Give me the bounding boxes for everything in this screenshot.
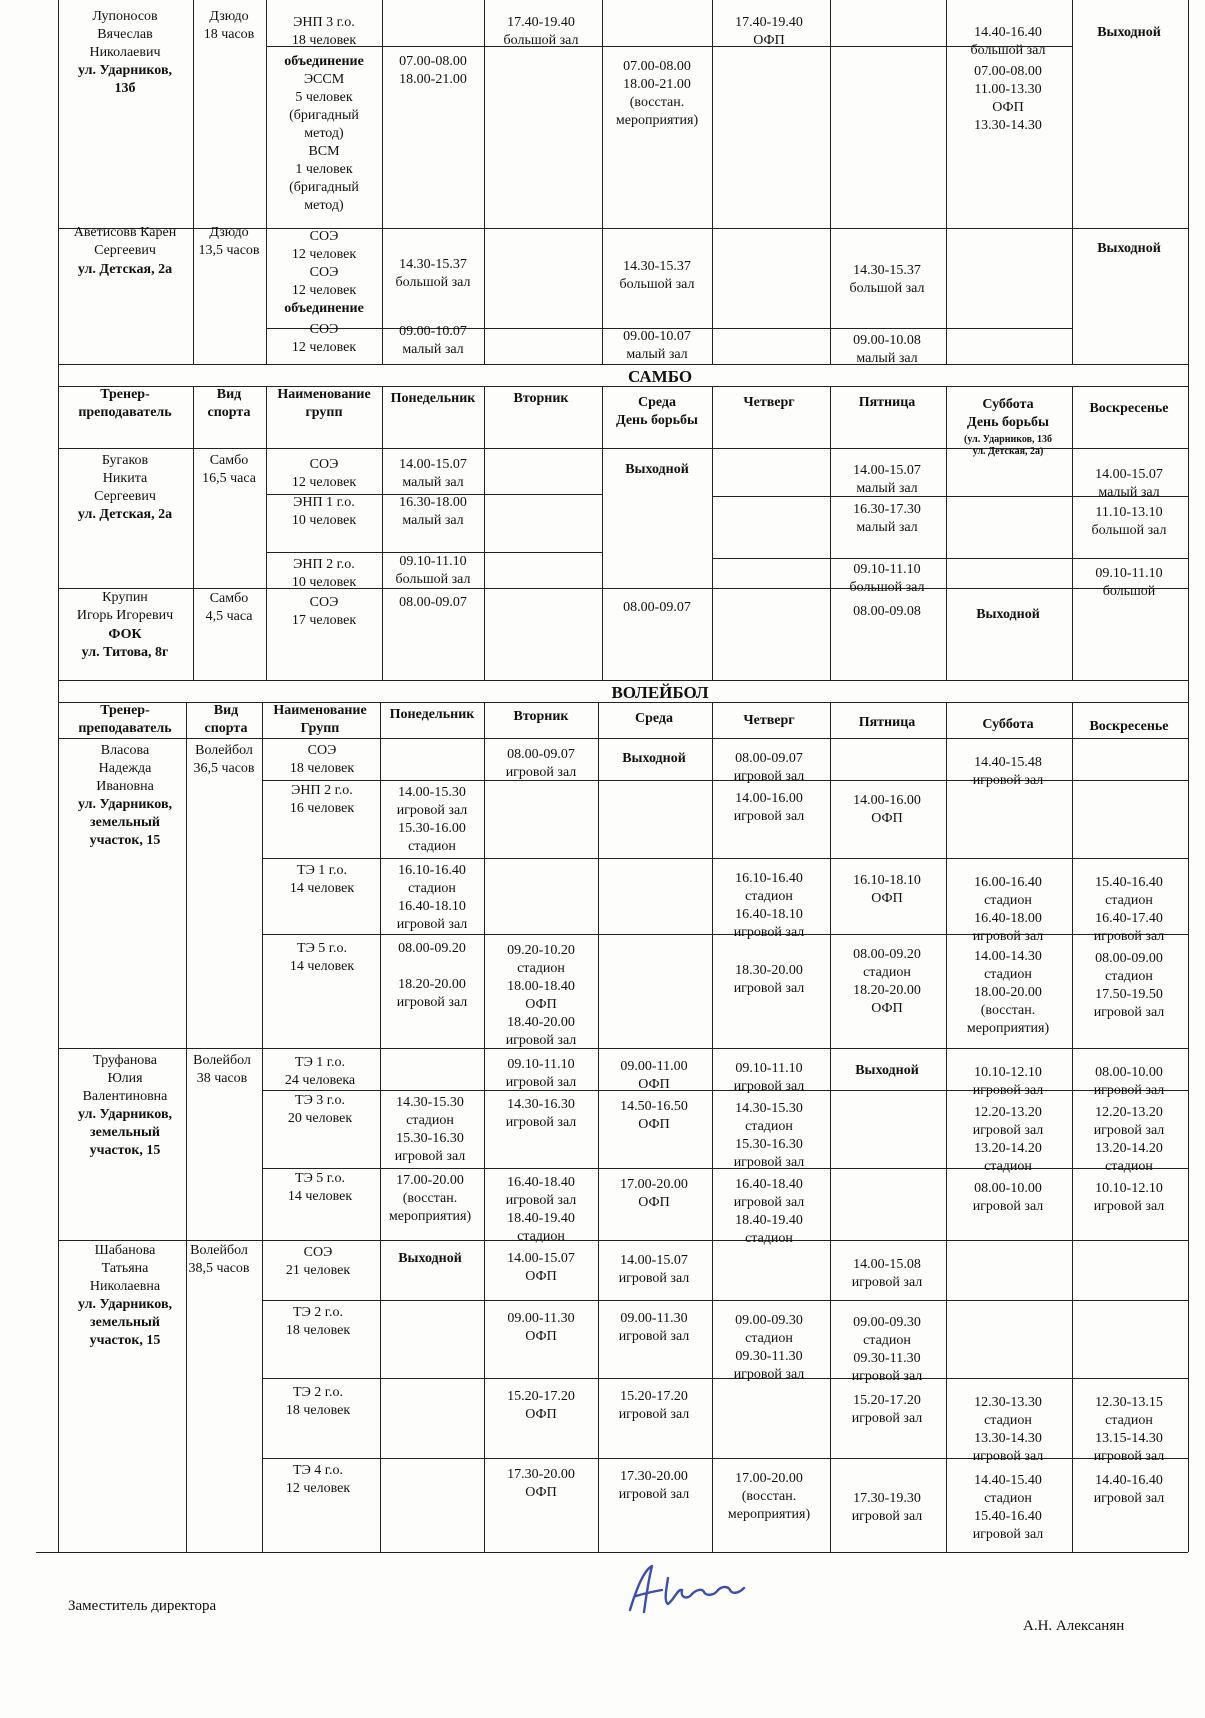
group-union-label: объединение (284, 54, 364, 69)
grid-line (1072, 0, 1073, 364)
schedule-cell: 14.00-15.07 малый зал (399, 457, 467, 490)
group-name: ЭССМ 5 человек (бригадный метод) ВСМ 1 человек (бригадный метод) (289, 72, 359, 213)
schedule-cell: 14.40-15.40 стадион 15.40-16.40 игровой зал (972, 1473, 1044, 1542)
grid-line (1188, 0, 1189, 1552)
group-name: ЭНП 2 г.о. 16 человек (289, 783, 355, 816)
group-name: СОЭ 12 человек (291, 322, 357, 355)
header-friday: Пятница (858, 715, 916, 730)
grid-line (58, 1240, 1188, 1241)
schedule-cell: 14.30-16.30 игровой зал (505, 1097, 577, 1130)
schedule-cell: 14.40-16.40 большой зал (970, 25, 1046, 58)
group-name: СОЭ 17 человек (291, 595, 357, 628)
schedule-cell: 09.10-11.10 игровой зал (733, 1061, 805, 1094)
grid-line (58, 364, 1188, 365)
grid-line (58, 588, 1188, 589)
day-off: Выходной (855, 1063, 919, 1078)
schedule-cell: 14.00-14.30 стадион 18.00-20.00 (восстан. мероприятия) (966, 949, 1050, 1036)
schedule-cell: 08.00-09.07 игровой зал (733, 751, 805, 784)
schedule-cell: 16.00-16.40 стадион 16.40-18.00 игровой зал (972, 875, 1044, 944)
grid-line (266, 386, 267, 680)
trainer-address: ул. Ударников, земельный участок, 15 (77, 797, 173, 848)
sport-hours: Дзюдо 18 часов (203, 9, 255, 42)
signature-image (618, 1560, 748, 1625)
schedule-cell: 09.00-10.07 малый зал (399, 324, 467, 357)
schedule-cell: 09.00-11.30 ОФП (507, 1311, 575, 1344)
schedule-cell: 07.00-08.00 18.00-21.00 (399, 54, 467, 87)
schedule-cell: 17.00-20.00 (восстан. мероприятия) (388, 1173, 472, 1224)
schedule-cell: 14.00-15.07 малый зал (1095, 467, 1163, 500)
grid-line (484, 0, 485, 364)
header-wednesday: Среда (634, 711, 673, 726)
schedule-cell: 08.00-10.00 игровой зал (1093, 1065, 1165, 1098)
trainer-name: Аветисовв Карен Сергеевич (73, 225, 177, 258)
header-sport: Вид спорта (207, 387, 251, 420)
sport-hours: Волейбол 38,5 часов (188, 1243, 250, 1276)
header-friday: Пятница (858, 395, 916, 410)
day-off: Выходной (1097, 25, 1161, 40)
group-name: ТЭ 2 г.о. 18 человек (285, 1305, 351, 1338)
schedule-cell: 12.30-13.15 стадион 13.15-14.30 игровой зал (1093, 1395, 1165, 1464)
schedule-cell: 14.00-15.07 ОФП (507, 1251, 575, 1284)
section-title-volleyball: ВОЛЕЙБОЛ (611, 683, 709, 702)
schedule-cell: 15.40-16.40 стадион 16.40-17.40 игровой зал (1093, 875, 1165, 944)
sport-hours: Волейбол 38 часов (193, 1053, 251, 1086)
header-trainer: Тренер- преподаватель (78, 387, 172, 420)
schedule-cell: 08.00-09.08 (853, 604, 921, 619)
schedule-cell: 15.20-17.20 игровой зал (618, 1389, 690, 1422)
group-name: ТЭ 1 г.о. 24 человека (284, 1055, 356, 1088)
header-sunday: Воскресенье (1089, 719, 1169, 734)
grid-line (712, 386, 713, 680)
schedule-cell: 08.00-09.20 стадион 18.20-20.00 ОФП (853, 947, 921, 1016)
schedule-cell: 14.00-15.08 игровой зал (851, 1257, 923, 1290)
schedule-cell: 14.30-15.30 стадион 15.30-16.30 игровой зал (394, 1095, 466, 1164)
trainer-address: ул. Ударников, земельный участок, 15 (77, 1107, 173, 1158)
schedule-cell: 16.10-16.40 стадион 16.40-18.10 игровой зал (396, 863, 468, 932)
header-saturday: Суббота (982, 717, 1034, 732)
header-thursday: Четверг (743, 713, 795, 728)
schedule-cell: 10.10-12.10 игровой зал (1093, 1181, 1165, 1214)
schedule-cell: 08.00-09.00 стадион 17.50-19.50 игровой зал (1093, 951, 1165, 1020)
trainer-address: ФОК ул. Титова, 8г (81, 627, 169, 660)
group-name: СОЭ 12 человек (291, 457, 357, 490)
schedule-cell: 16.40-18.40 игровой зал 18.40-19.40 стадион (505, 1175, 577, 1244)
schedule-cell: 16.30-18.00 малый зал (399, 495, 467, 528)
trainer-name: Крупин Игорь Игоревич (76, 590, 174, 623)
trainer-address: ул. Детская, 2а (77, 507, 173, 522)
header-monday: Понедельник (390, 391, 476, 406)
schedule-cell: 09.00-11.30 игровой зал (618, 1311, 690, 1344)
schedule-cell: 14.30-15.30 стадион 15.30-16.30 игровой зал (733, 1101, 805, 1170)
trainer-address: ул. Детская, 2а (77, 262, 173, 277)
schedule-cell: 09.10-11.10 игровой зал (505, 1057, 577, 1090)
schedule-cell: 09.00-09.30 стадион 09.30-11.30 игровой зал (851, 1315, 923, 1384)
signer-position: Заместитель директора (68, 1598, 217, 1614)
schedule-cell: 09.10-11.10 большой зал (849, 562, 925, 595)
header-groups: Наименование групп (277, 387, 371, 420)
schedule-cell: 14.50-16.50 ОФП (620, 1099, 688, 1132)
sport-hours: Дзюдо 13,5 часов (198, 225, 260, 258)
trainer-name: Лупоносов Вячеслав Николаевич (89, 9, 161, 60)
group-name: ТЭ 5 г.о. 14 человек (289, 941, 355, 974)
schedule-cell: 07.00-08.00 11.00-13.30 ОФП 13.30-14.30 (974, 64, 1042, 133)
schedule-cell: 08.00-09.20 18.20-20.00 игровой зал (396, 941, 468, 1010)
schedule-cell: 11.10-13.10 большой зал (1091, 505, 1167, 538)
schedule-cell: 14.00-16.00 ОФП (853, 793, 921, 826)
schedule-cell: 14.00-16.00 игровой зал (733, 791, 805, 824)
schedule-cell: 17.40-19.40 ОФП (735, 15, 803, 48)
schedule-cell: 09.00-10.07 малый зал (623, 329, 691, 362)
trainer-name: Труфанова Юлия Валентиновна (82, 1053, 168, 1104)
header-saturday: Суббота День борьбы (967, 397, 1049, 430)
header-monday: Понедельник (389, 707, 475, 722)
group-name: СОЭ 12 человек СОЭ 12 человек (291, 229, 357, 298)
group-name: СОЭ 18 человек (289, 743, 355, 776)
schedule-cell: 14.30-15.37 большой зал (619, 259, 695, 292)
schedule-cell: 09.20-10.20 стадион 18.00-18.40 ОФП 18.40-20.00 игровой зал (505, 943, 577, 1048)
grid-line (262, 858, 1188, 859)
grid-line (382, 386, 383, 680)
section-title-sambo: САМБО (627, 367, 693, 386)
group-name: ТЭ 3 г.о. 20 человек (287, 1093, 353, 1126)
schedule-cell: 12.30-13.30 стадион 13.30-14.30 игровой зал (972, 1395, 1044, 1464)
schedule-cell: 09.00-11.00 ОФП (620, 1059, 688, 1092)
day-off: Выходной (976, 607, 1040, 622)
grid-line (58, 1048, 1188, 1049)
schedule-cell: 09.00-09.30 стадион 09.30-11.30 игровой зал (733, 1313, 805, 1382)
schedule-cell: 16.40-18.40 игровой зал 18.40-19.40 стадион (733, 1177, 805, 1246)
group-name: ТЭ 2 г.о. 18 человек (285, 1385, 351, 1418)
group-name: ЭНП 2 г.о. 10 человек (291, 557, 357, 590)
header-wednesday: Среда День борьбы (616, 395, 698, 428)
schedule-cell: 17.00-20.00 ОФП (620, 1177, 688, 1210)
schedule-cell: 14.40-15.48 игровой зал (972, 755, 1044, 788)
grid-line (58, 0, 59, 1552)
schedule-cell: 17.40-19.40 большой зал (503, 15, 579, 48)
schedule-cell: 10.10-12.10 игровой зал (972, 1065, 1044, 1098)
day-off: Выходной (622, 751, 686, 766)
schedule-cell: 09.00-10.08 малый зал (853, 333, 921, 366)
schedule-cell: 15.20-17.20 ОФП (507, 1389, 575, 1422)
grid-line (712, 0, 713, 364)
header-thursday: Четверг (743, 395, 795, 410)
schedule-cell: 17.30-20.00 игровой зал (618, 1469, 690, 1502)
schedule-cell: 16.10-18.10 ОФП (853, 873, 921, 906)
schedule-cell: 16.10-16.40 стадион 16.40-18.10 игровой зал (733, 871, 805, 940)
trainer-address: ул. Ударников, земельный участок, 15 (77, 1297, 173, 1348)
sport-hours: Самбо 16,5 часа (202, 453, 256, 486)
schedule-cell: 07.00-08.00 18.00-21.00 (восстан. мероприятия) (615, 59, 699, 128)
schedule-cell: 12.20-13.20 игровой зал 13.20-14.20 стадион (1093, 1105, 1165, 1174)
trainer-address: ул. Ударников, 13б (77, 63, 173, 96)
schedule-cell: 17.30-20.00 ОФП (507, 1467, 575, 1500)
schedule-cell: 17.30-19.30 игровой зал (851, 1491, 923, 1524)
group-union-label: объединение (284, 301, 364, 316)
group-name: ТЭ 4 г.о. 12 человек (285, 1463, 351, 1496)
grid-line (193, 386, 194, 680)
group-name: ЭНП 1 г.о. 10 человек (291, 495, 357, 528)
group-name: СОЭ 21 человек (285, 1245, 351, 1278)
grid-line (58, 680, 1188, 681)
day-off: Выходной (398, 1251, 462, 1266)
header-groups: Наименование Групп (273, 703, 367, 736)
schedule-cell: 17.00-20.00 (восстан. мероприятия) (727, 1471, 811, 1522)
group-name: ТЭ 1 г.о. 14 человек (289, 863, 355, 896)
group-name: ЭНП 3 г.о. 18 человек (291, 15, 357, 48)
schedule-cell: 09.10-11.10 большой зал (395, 554, 471, 587)
schedule-cell: 14.00-15.30 игровой зал 15.30-16.00 стадион (396, 785, 468, 854)
grid-line (602, 386, 603, 680)
grid-line (193, 0, 194, 364)
sport-hours: Самбо 4,5 часа (205, 591, 253, 624)
schedule-cell: 15.20-17.20 игровой зал (851, 1393, 923, 1426)
schedule-cell: 14.30-15.37 большой зал (849, 263, 925, 296)
schedule-cell: 14.00-15.07 игровой зал (618, 1253, 690, 1286)
sport-hours: Волейбол 36,5 часов (193, 743, 255, 776)
grid-line (58, 738, 1188, 739)
schedule-cell: 08.00-10.00 игровой зал (972, 1181, 1044, 1214)
schedule-cell: 08.00-09.07 игровой зал (505, 747, 577, 780)
schedule-cell: 14.00-15.07 малый зал (853, 463, 921, 496)
group-name: ТЭ 5 г.о. 14 человек (287, 1171, 353, 1204)
header-tuesday: Вторник (513, 709, 569, 724)
header-sport: Вид спорта (204, 703, 248, 736)
header-tuesday: Вторник (513, 391, 569, 406)
day-off: Выходной (625, 462, 689, 477)
schedule-cell: 14.40-16.40 игровой зал (1093, 1473, 1165, 1506)
grid-line (602, 0, 603, 364)
schedule-cell: 08.00-09.07 (623, 600, 691, 615)
header-saturday-note: (ул. Ударников, 13б ул. Детская, 2а) (964, 434, 1052, 457)
header-sunday: Воскресенье (1089, 401, 1169, 416)
trainer-name: Шабанова Татьяна Николаевна (89, 1243, 161, 1294)
grid-line (262, 1300, 1188, 1301)
header-trainer: Тренер- преподаватель (78, 703, 172, 736)
grid-line (36, 1552, 1188, 1553)
grid-line (484, 386, 485, 680)
signer-name: А.Н. Алексанян (1023, 1618, 1125, 1634)
grid-line (266, 0, 267, 364)
trainer-name: Бугаков Никита Сергеевич (94, 453, 156, 504)
grid-line (830, 0, 831, 364)
schedule-cell: 14.30-15.37 большой зал (395, 257, 471, 290)
grid-line (712, 558, 1188, 559)
schedule-cell: 12.20-13.20 игровой зал 13.20-14.20 стадион (972, 1105, 1044, 1174)
schedule-cell: 18.30-20.00 игровой зал (733, 963, 805, 996)
schedule-cell: 09.10-11.10 большой (1095, 566, 1163, 599)
schedule-cell: 16.30-17.30 малый зал (853, 502, 921, 535)
schedule-cell: 08.00-09.07 (399, 595, 467, 610)
trainer-name: Власова Надежда Ивановна (96, 743, 154, 794)
day-off: Выходной (1097, 241, 1161, 256)
